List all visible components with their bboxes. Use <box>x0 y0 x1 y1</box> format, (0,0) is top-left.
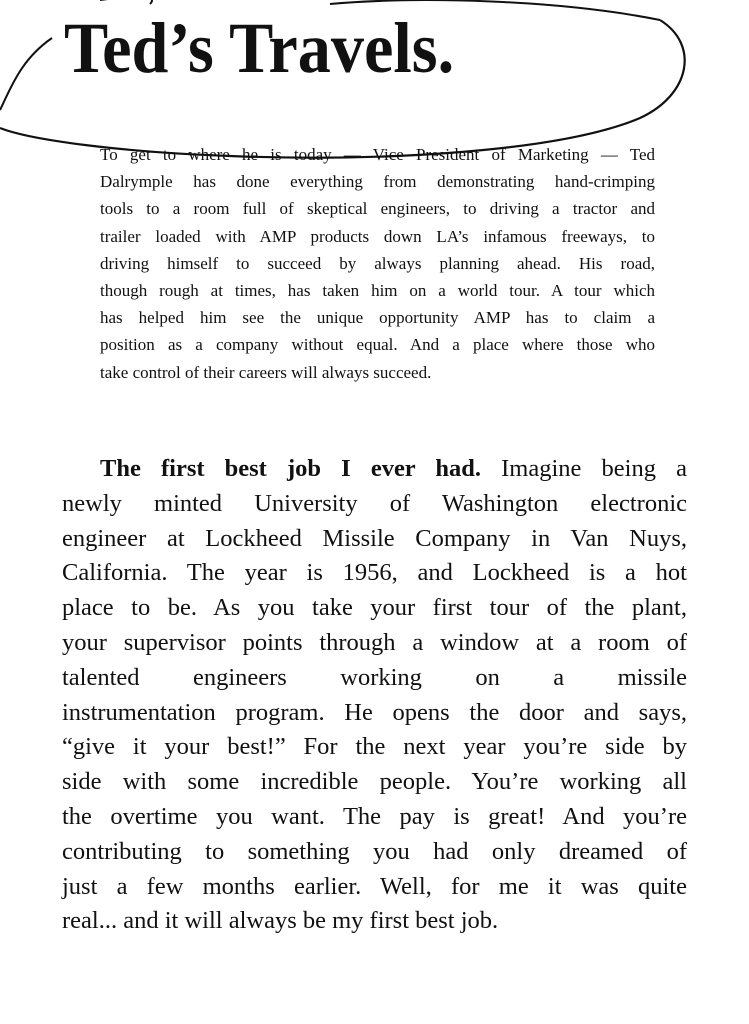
main-line: real... and it will always be my first best job. <box>62 907 499 935</box>
intro-line: though rough at times, has taken him on a world tour. A tour which <box>100 281 655 301</box>
page-title: Ted’s Travels. <box>64 8 455 88</box>
intro-line: tools to a room full of skeptical engineers, to driving a tractor and <box>100 199 655 219</box>
intro-line: trailer loaded with AMP products down LA’s infamous freeways, to <box>100 226 655 246</box>
main-line: just a few months earlier. Well, for me it was quite <box>62 872 687 900</box>
main-line: place to be. As you take your first tour of the plant, <box>62 594 687 622</box>
main-line: instrumentation program. He opens the door and says, <box>62 698 687 726</box>
main-line: newly minted University of Washington electronic <box>62 489 687 517</box>
first-line-rest: Imagine being a <box>481 455 687 482</box>
main-line: talented engineers working on a missile <box>62 663 687 691</box>
intro-line: has helped him see the unique opportunity AMP has to claim a <box>100 308 655 328</box>
intro-line: position as a company without equal. And a place where those who <box>100 335 655 355</box>
main-first-line <box>62 452 687 487</box>
main-line: your supervisor points through a window at a room of <box>62 628 687 656</box>
main-line: California. The year is 1956, and Lockheed is a hot <box>62 559 687 587</box>
intro-line: To get to where he is today — Vice President of Marketing — Ted <box>100 145 655 164</box>
intro-line: driving himself to succeed by always planning ahead. His road, <box>100 253 655 273</box>
lead-heading: The first best job I ever had. <box>100 455 482 482</box>
intro-line: Dalrymple has done everything from demonstrating hand-crimping <box>100 172 655 192</box>
intro-paragraph <box>100 141 655 386</box>
ellipse-stroke-left <box>0 38 52 110</box>
main-paragraph <box>62 452 687 939</box>
main-line: side with some incredible people. You’re working all <box>62 768 687 796</box>
main-line: the overtime you want. The pay is great! And you’re <box>62 802 687 830</box>
intro-line: take control of their careers will always succeed. <box>100 362 432 382</box>
main-line: engineer at Lockheed Missile Company in Van Nuys, <box>62 524 687 552</box>
main-line: contributing to something you had only dreamed of <box>62 837 687 865</box>
main-line: “give it your best!” For the next year you’re side by <box>62 733 687 761</box>
